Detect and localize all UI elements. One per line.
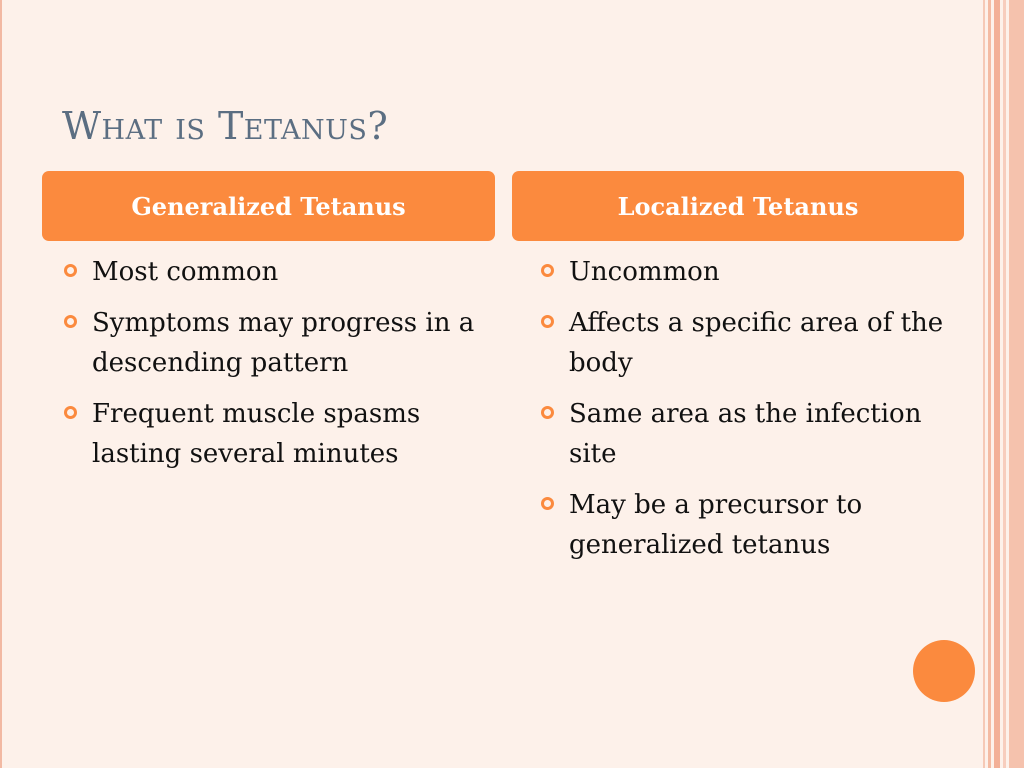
decorative-stripe: [1009, 0, 1024, 768]
slide-title: What is Tetanus?: [62, 104, 389, 148]
circle-bullet-icon: [541, 497, 554, 510]
column-header-label: Generalized Tetanus: [131, 191, 406, 221]
list-item: [541, 485, 971, 565]
bullet-text: Affects a specific area of the body: [569, 308, 944, 378]
localized-tetanus-header: [512, 171, 964, 241]
circle-bullet-icon: [541, 315, 554, 328]
circle-bullet-icon: [64, 264, 77, 277]
decorative-stripe: [1003, 0, 1006, 768]
circle-bullet-icon: [64, 406, 77, 419]
circle-bullet-icon: [541, 406, 554, 419]
list-item: [541, 252, 971, 292]
bullet-text: Most common: [92, 257, 279, 287]
circle-bullet-icon: [64, 315, 77, 328]
decorative-stripe: [994, 0, 1000, 768]
decorative-stripe: [983, 0, 985, 768]
list-item: [64, 252, 494, 292]
localized-tetanus-bullet-list: [541, 252, 971, 576]
bullet-text: Uncommon: [569, 257, 720, 287]
decorative-stripe: [988, 0, 991, 768]
decorative-circle-icon: [913, 640, 975, 702]
bullet-text: May be a precursor to generalized tetanus: [569, 490, 863, 560]
circle-bullet-icon: [541, 264, 554, 277]
column-header-label: Localized Tetanus: [617, 191, 859, 221]
list-item: [541, 394, 971, 474]
bullet-text: Same area as the infection site: [569, 399, 922, 469]
generalized-tetanus-header: [42, 171, 495, 241]
list-item: [64, 303, 494, 383]
left-edge-rule: [0, 0, 2, 768]
bullet-text: Frequent muscle spasms lasting several minutes: [92, 399, 421, 469]
list-item: [64, 394, 494, 474]
list-item: [541, 303, 971, 383]
generalized-tetanus-bullet-list: [64, 252, 494, 485]
bullet-text: Symptoms may progress in a descending pattern: [92, 308, 475, 378]
